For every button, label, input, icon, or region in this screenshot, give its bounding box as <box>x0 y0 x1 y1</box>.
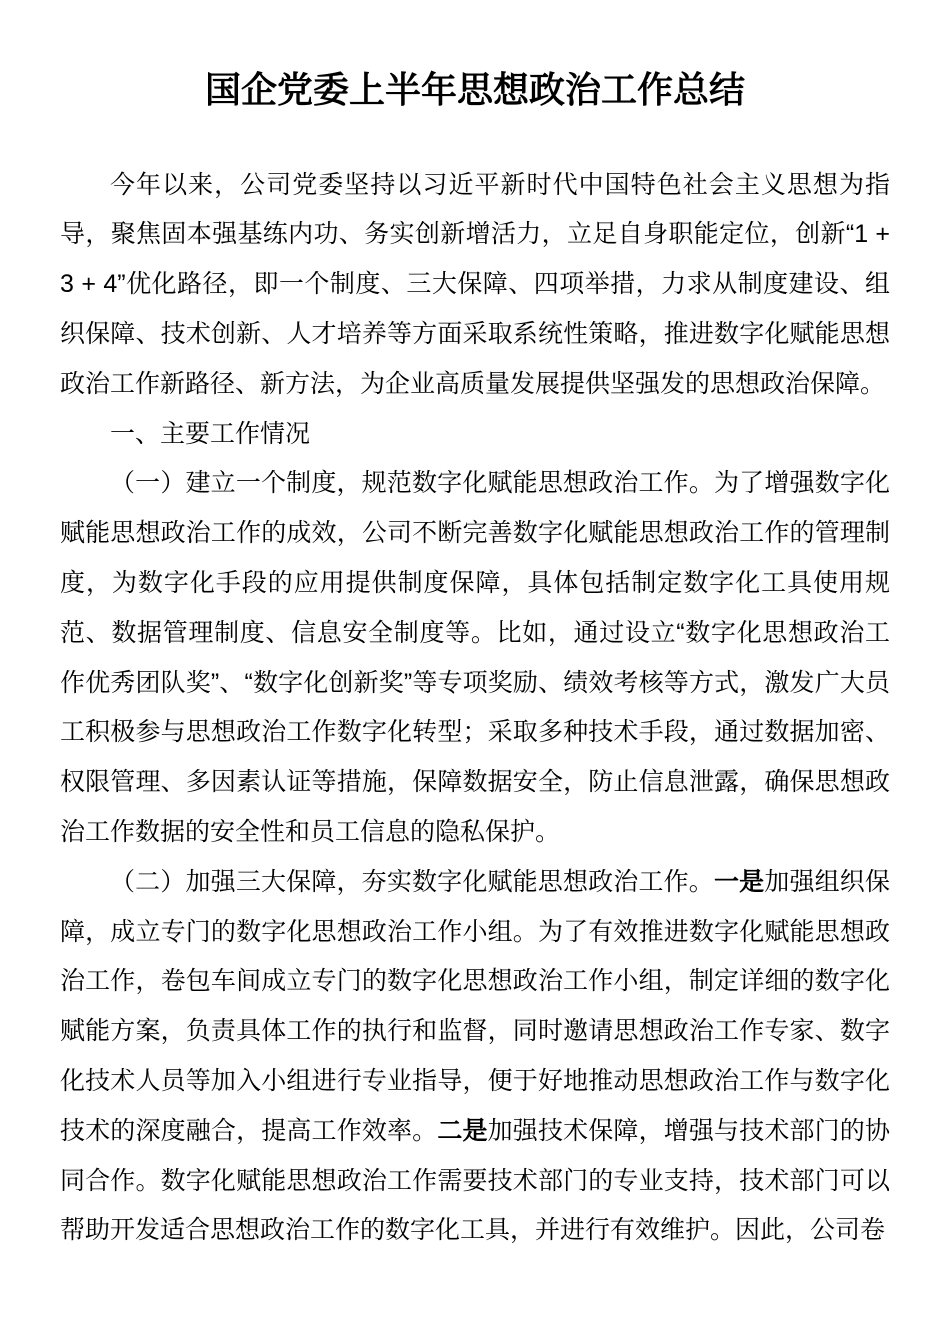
section-heading-main-work <box>60 410 890 460</box>
text-run: 一、主要工作情况 <box>110 419 311 448</box>
document-title: 国企党委上半年思想政治工作总结 <box>204 69 745 110</box>
bold-text-run: 二是 <box>437 1116 488 1145</box>
paragraph-item-one <box>60 459 890 857</box>
bold-text-run: 一是 <box>713 867 765 896</box>
text-run: 加强组织保障，成立专门的数字化思想政治工作小组。为了有效推进数字化赋能思想政治工作，卷包车间成立专门的数字化思想政治工作小组，制定详细的数字化赋能方案，负责具体工作的执行和监督，同时邀请思想政治工作专家、数字化技术人员等加入小组进行专业指导，便于好地推动思想政治工作与数字化技术的深度融合，提高工作效率。 <box>60 867 890 1145</box>
text-run: 加强技术保障，增强与技术部门的协同合作。数字化赋能思想政治工作需要技术部门的专业支持，技术部门可以帮助开发适合思想政治工作的数字化工具，并进行有效维护。因此，公司卷 <box>60 1116 890 1245</box>
document-body <box>60 161 890 1257</box>
intro-paragraph <box>60 161 890 410</box>
text-run: （一）建立一个制度，规范数字化赋能思想政治工作。为了增强数字化赋能思想政治工作的成效，公司不断完善数字化赋能思想政治工作的管理制度，为数字化手段的应用提供制度保障，具体包括制定数字化工具使用规范、数据管理制度、信息安全制度等。比如，通过设立“数字化思想政治工作优秀团队奖”、“数字化创新奖”等专项奖励、绩效考核等方式，激发广大员工积极参与思想政治工作数字化转型；采取多种技术手段，通过数据加密、权限管理、多因素认证等措施，保障数据安全，防止信息泄露，确保思想政治工作数据的安全性和员工信息的隐私保护。 <box>60 469 890 846</box>
text-run: 今年以来，公司党委坚持以习近平新时代中国特色社会主义思想为指导，聚焦固本强基练内功、务实创新增活力，立足自身职能定位，创新“1 + 3 + 4”优化路径，即一个制度、三大保障、四项举措，力求从制度建设、组织保障、技术创新、人才培养等方面采取系统性策略，推进数字化赋能思想政治工作新路径、新方法，为企业高质量发展提供坚强发的思想政治保障。 <box>60 170 890 398</box>
text-run: （二）加强三大保障，夯实数字化赋能思想政治工作。 <box>110 867 714 896</box>
paragraph-item-two <box>60 858 890 1256</box>
